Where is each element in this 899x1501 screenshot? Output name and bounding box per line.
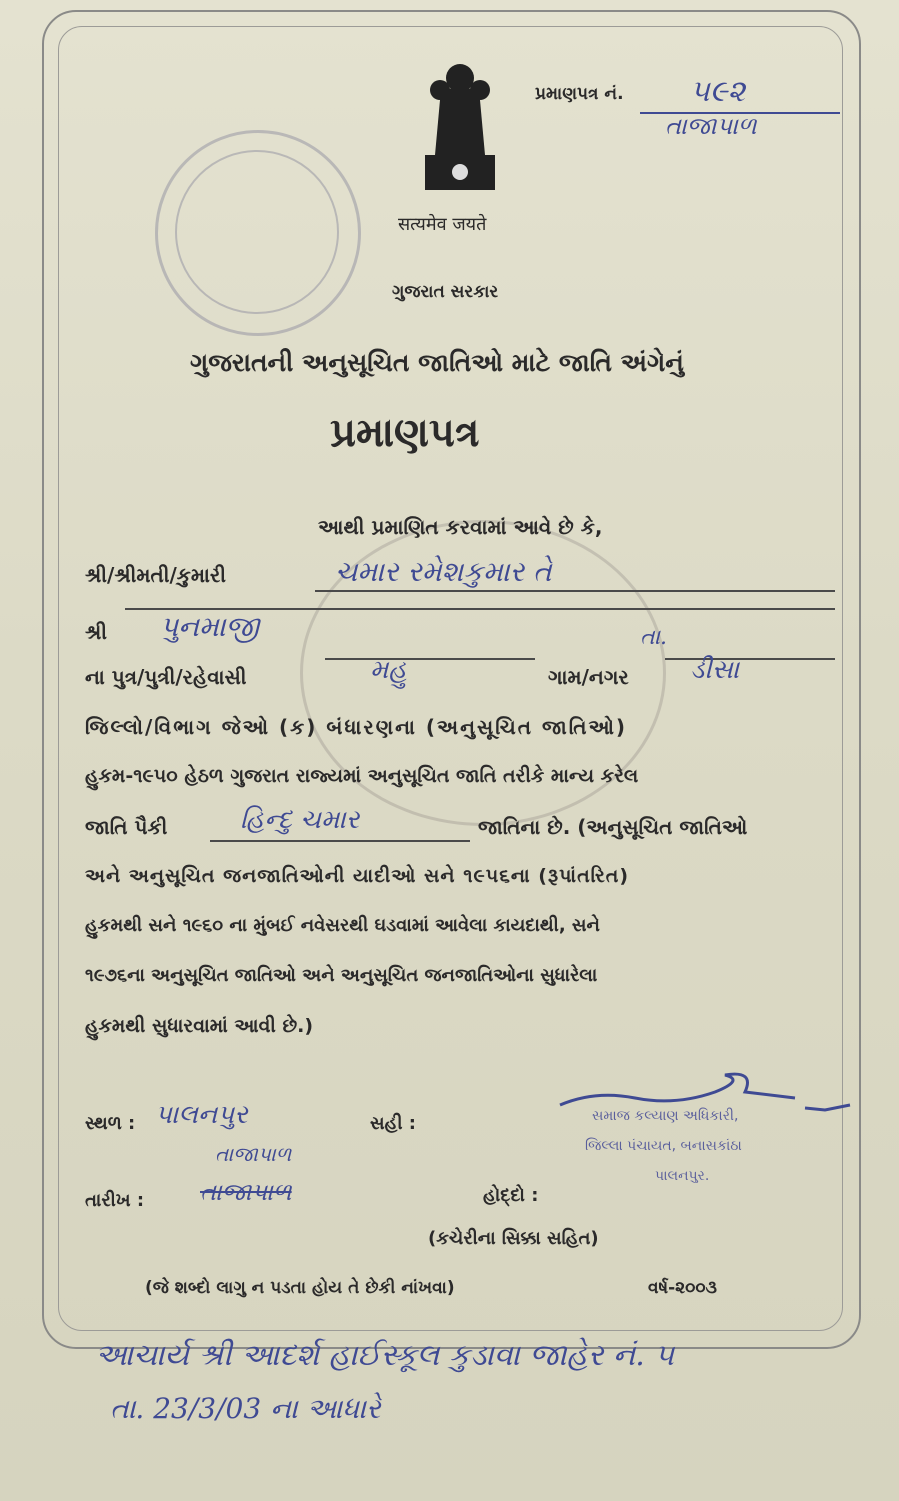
paragraph-line-2: હુકમ-૧૯૫૦ હેઠળ ગુજરાત રાજ્યમાં અનુસૂચિત જાતિ તરીકે માન્ય કરેલ xyxy=(85,765,639,787)
paragraph-line-5: ૧૯૭૬ના અનુસૂચિત જાતિઓ અને અનુસૂચિત જનજાતિઓના સુધારેલા xyxy=(85,965,598,986)
sign-label: સહી : xyxy=(370,1113,416,1134)
residence-line xyxy=(325,658,535,660)
stamp-line-1: સમાજ કલ્યાણ અધિકારી, xyxy=(592,1108,739,1124)
taluka-value: તા. xyxy=(640,625,667,650)
national-emblem-icon xyxy=(415,60,505,200)
caste-value: હિન્દુ ચમાર xyxy=(240,805,360,835)
village-value: ડીસા xyxy=(690,655,740,685)
name-label: શ્રી/શ્રીમતી/કુમારી xyxy=(85,563,226,587)
son-label: ના પુત્ર/પુત્રી/રહેવાસી xyxy=(85,665,247,689)
strike-note: (જે શબ્દો લાગુ ન પડતા હોય તે છેકી નાંખવા) xyxy=(145,1278,455,1298)
date-correction: તાજાપાળ xyxy=(215,1142,292,1166)
cert-no-value: ૫૯૨ xyxy=(690,74,746,109)
paragraph-line-1: જિલ્લો/વિભાગ જેઓ (ક) બંધારણના (અનુસૂચિત જાતિઓ) xyxy=(85,715,628,739)
handwritten-note-2: તા. 23/3/03 ના આધારે xyxy=(110,1392,381,1425)
certificate-title: પ્રમાણપત્ર xyxy=(330,410,480,456)
paragraph-line-4: હુકમથી સને ૧૯૬૦ ના મુંબઈ નવેસરથી ઘડવામાં આવેલા કાયદાથી, સને xyxy=(85,915,600,936)
caste-line xyxy=(210,840,470,842)
caste-label: જાતિ પૈકી xyxy=(85,815,168,839)
faded-seal-top-inner xyxy=(175,150,339,314)
name-line xyxy=(315,590,835,592)
stamp-line-2: જિલ્લા પંચાયત, બનાસકાંઠા xyxy=(585,1138,742,1154)
government-name: ગુજરાત સરકાર xyxy=(392,282,499,302)
caste-suffix: જાતિના છે. (અનુસૂચિત જાતિઓ xyxy=(478,815,748,839)
place-value: પાલનપુર xyxy=(155,1100,248,1130)
cert-no-label: પ્રમાણપત્ર નં. xyxy=(535,84,624,104)
place-label: સ્થળ : xyxy=(85,1113,136,1134)
date-value: તાજાપાળ xyxy=(200,1178,292,1206)
year-text: વર્ષ-૨૦૦૩ xyxy=(648,1278,717,1298)
motto-text: सत्यमेव जयते xyxy=(398,214,487,235)
father-label: શ્રી xyxy=(85,620,108,644)
intro-text: આથી પ્રમાણિત કરવામાં આવે છે કે, xyxy=(318,515,603,539)
cert-no-value2: તાજાપાળ xyxy=(665,112,757,140)
office-seal-note: (કચેરીના સિક્કા સહિત) xyxy=(428,1228,599,1249)
father-value: પુનમાજી xyxy=(160,610,259,643)
paragraph-line-3: અને અનુસૂચિત જનજાતિઓની યાદીઓ સને ૧૯૫૬ના (રૂપાંતરિત) xyxy=(85,865,630,887)
date-label: તારીખ : xyxy=(85,1190,145,1211)
designation-label: હોદ્દો : xyxy=(483,1185,539,1206)
certificate-subtitle: ગુજરાતની અનુસૂચિત જાતિઓ માટે જાતિ અંગેનું xyxy=(190,348,684,377)
paragraph-line-6: હુકમથી સુધારવામાં આવી છે.) xyxy=(85,1015,314,1037)
handwritten-note-1: આચાર્ય શ્રી આદર્શ હાઈસ્કૂલ કુડાવા જાહેર નં. ૫ xyxy=(95,1338,675,1373)
stamp-line-3: પાલનપુર. xyxy=(655,1168,710,1184)
village-label: ગામ/નગર xyxy=(548,665,629,689)
name-value: ચમાર રમેશકુમાર તે xyxy=(335,555,552,588)
cert-no-underline xyxy=(640,112,840,114)
residence-value: મહુ xyxy=(370,655,407,685)
